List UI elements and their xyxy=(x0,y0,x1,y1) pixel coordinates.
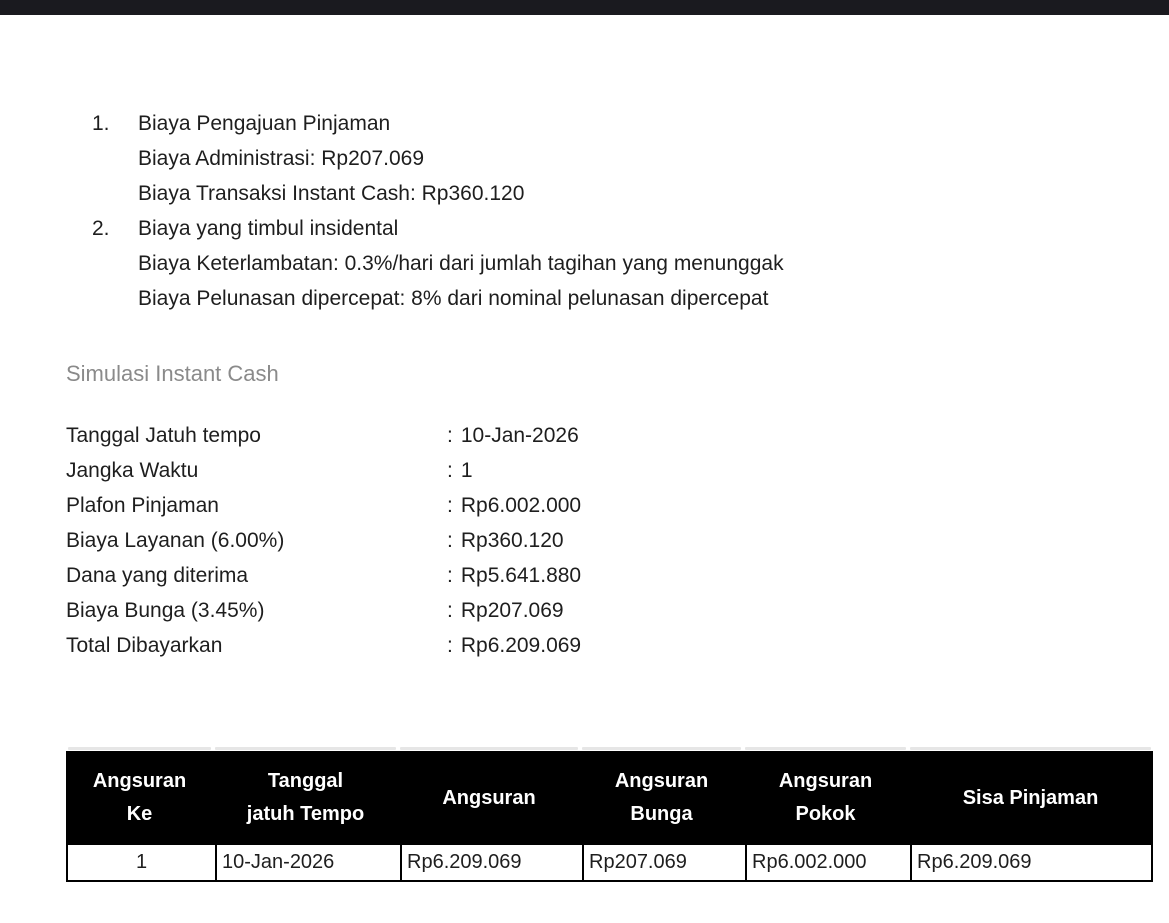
detail-row: Dana yang diterima : Rp5.641.880 xyxy=(66,558,1153,593)
fee-item-title: Biaya yang timbul insidental xyxy=(138,217,399,240)
simulation-details xyxy=(66,418,1153,663)
column-header-angsuran: Angsuran xyxy=(442,786,536,809)
detail-label: Biaya Layanan (6.00%) xyxy=(66,529,285,552)
detail-value: Rp360.120 xyxy=(460,529,564,552)
section-heading: Simulasi Instant Cash xyxy=(66,361,279,386)
detail-value: 10-Jan-2026 xyxy=(460,424,579,447)
column-header-sisa-pinjaman: Sisa Pinjaman xyxy=(962,786,1099,809)
column-header-angsuran-pokok: Angsuran Pokok xyxy=(778,770,873,825)
detail-label: Total Dibayarkan xyxy=(66,634,223,657)
detail-row: Total Dibayarkan : Rp6.209.069 xyxy=(66,628,1153,663)
installment-table xyxy=(66,745,1153,882)
cell-angsuran-bunga: Rp207.069 xyxy=(582,845,745,880)
column-header-angsuran-ke: Angsuran Ke xyxy=(92,770,187,825)
detail-value: Rp5.641.880 xyxy=(460,564,582,587)
detail-label: Dana yang diterima xyxy=(66,564,249,587)
detail-value: Rp6.002.000 xyxy=(460,494,582,517)
column-header-angsuran-bunga: Angsuran Bunga xyxy=(614,770,709,825)
fee-list xyxy=(66,106,1153,316)
cell-tanggal-jatuh-tempo: 10-Jan-2026 xyxy=(215,845,400,880)
detail-label: Biaya Bunga (3.45%) xyxy=(66,599,265,622)
fee-detail-line: Biaya Keterlambatan: 0.3%/hari dari jumlah tagihan yang menunggak xyxy=(138,252,784,275)
cell-angsuran-ke: 1 xyxy=(135,851,148,873)
fee-item-number: 2. xyxy=(92,217,110,240)
fee-item-title: Biaya Pengajuan Pinjaman xyxy=(138,112,391,135)
detail-value: 1 xyxy=(460,459,473,482)
cell-sisa-pinjaman: Rp6.209.069 xyxy=(910,845,1155,880)
detail-label: Plafon Pinjaman xyxy=(66,494,219,517)
detail-label: Tanggal Jatuh tempo xyxy=(66,424,261,447)
detail-label: Jangka Waktu xyxy=(66,459,199,482)
document-page xyxy=(0,106,1169,882)
fee-detail-line: Biaya Pelunasan dipercepat: 8% dari nominal pelunasan dipercepat xyxy=(138,287,769,310)
detail-row: Plafon Pinjaman : Rp6.002.000 xyxy=(66,488,1153,523)
cell-angsuran: Rp6.209.069 xyxy=(400,845,582,880)
detail-value: Rp207.069 xyxy=(460,599,564,622)
cell-angsuran-pokok: Rp6.002.000 xyxy=(745,845,910,880)
fee-item xyxy=(92,211,1153,316)
window-top-bar xyxy=(0,0,1169,15)
detail-value: Rp6.209.069 xyxy=(460,634,582,657)
fee-detail-line: Biaya Transaksi Instant Cash: Rp360.120 xyxy=(138,182,525,205)
detail-row: Jangka Waktu : 1 xyxy=(66,453,1153,488)
column-header-tanggal-jatuh-tempo: Tanggal jatuh Tempo xyxy=(246,770,365,825)
table-header-row xyxy=(66,751,1153,845)
detail-row: Biaya Bunga (3.45%) : Rp207.069 xyxy=(66,593,1153,628)
fee-detail-line: Biaya Administrasi: Rp207.069 xyxy=(138,147,424,170)
detail-row: Biaya Layanan (6.00%) : Rp360.120 xyxy=(66,523,1153,558)
table-row xyxy=(66,845,1153,882)
fee-item-number: 1. xyxy=(92,112,110,135)
detail-row: Tanggal Jatuh tempo : 10-Jan-2026 xyxy=(66,418,1153,453)
fee-item xyxy=(92,106,1153,211)
